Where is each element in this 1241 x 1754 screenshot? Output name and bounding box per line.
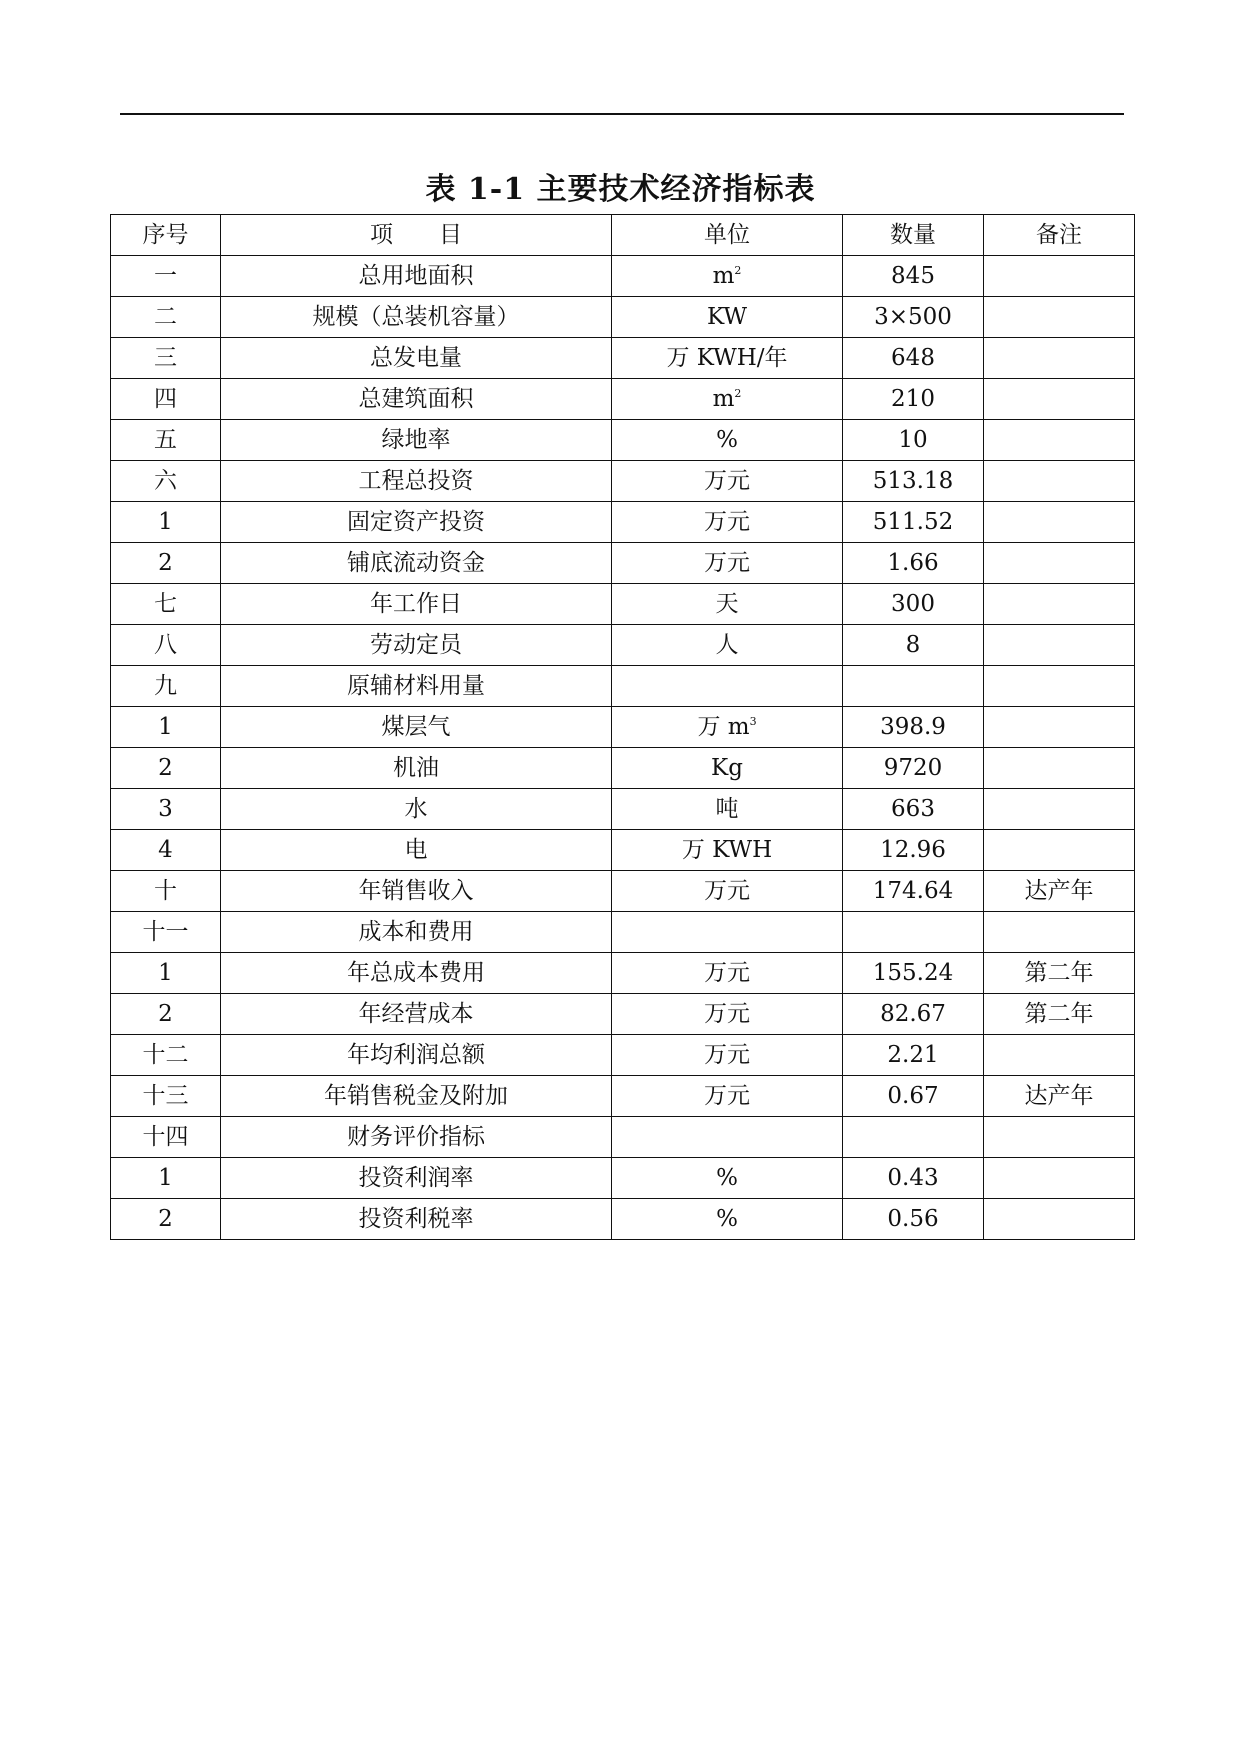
cell-index: 2 — [111, 994, 221, 1035]
cell-unit: 吨 — [612, 789, 843, 830]
cell-unit: % — [612, 1158, 843, 1199]
cell-index: 三 — [111, 338, 221, 379]
cell-quantity: 9720 — [843, 748, 984, 789]
cell-unit: 万元 — [612, 1035, 843, 1076]
cell-remark — [984, 830, 1135, 871]
cell-quantity: 210 — [843, 379, 984, 420]
cell-index: 一 — [111, 256, 221, 297]
table-row — [111, 994, 1135, 1035]
cell-unit: 万元 — [612, 994, 843, 1035]
cell-quantity — [843, 912, 984, 953]
cell-quantity: 0.56 — [843, 1199, 984, 1240]
cell-remark — [984, 1117, 1135, 1158]
cell-index: 十一 — [111, 912, 221, 953]
cell-unit: $m^2$ — [612, 256, 843, 297]
cell-remark — [984, 1199, 1135, 1240]
cell-unit: 天 — [612, 584, 843, 625]
cell-remark: 第二年 — [984, 994, 1135, 1035]
table-row — [111, 297, 1135, 338]
cell-remark — [984, 543, 1135, 584]
cell-remark: 第二年 — [984, 953, 1135, 994]
table-row — [111, 953, 1135, 994]
cell-index: 七 — [111, 584, 221, 625]
cell-unit: KW — [612, 297, 843, 338]
table-row — [111, 666, 1135, 707]
cell-quantity: 513.18 — [843, 461, 984, 502]
cell-quantity: 663 — [843, 789, 984, 830]
cell-remark — [984, 1035, 1135, 1076]
cell-quantity: 0.43 — [843, 1158, 984, 1199]
unit-exponent: 2 — [734, 264, 742, 277]
header-quantity: 数量 — [843, 215, 984, 256]
table-header — [111, 215, 1135, 256]
header-row — [111, 215, 1135, 256]
cell-remark — [984, 379, 1135, 420]
cell-unit — [612, 912, 843, 953]
cell-remark — [984, 666, 1135, 707]
cell-remark — [984, 338, 1135, 379]
cell-unit: Kg — [612, 748, 843, 789]
cell-index: 五 — [111, 420, 221, 461]
cell-item: 水 — [221, 789, 612, 830]
cell-item: 电 — [221, 830, 612, 871]
cell-remark — [984, 625, 1135, 666]
table-row — [111, 789, 1135, 830]
cell-item: 投资利润率 — [221, 1158, 612, 1199]
table-row — [111, 707, 1135, 748]
cell-unit: 万元 — [612, 953, 843, 994]
cell-remark: 达产年 — [984, 1076, 1135, 1117]
cell-unit: $m^2$ — [612, 379, 843, 420]
cell-index: 十二 — [111, 1035, 221, 1076]
cell-remark — [984, 502, 1135, 543]
cell-item: 劳动定员 — [221, 625, 612, 666]
cell-item: 年工作日 — [221, 584, 612, 625]
cell-unit — [612, 666, 843, 707]
cell-index: 2 — [111, 543, 221, 584]
cell-item: 财务评价指标 — [221, 1117, 612, 1158]
header-item: 项 目 — [221, 215, 612, 256]
cell-quantity: 3×500 — [843, 297, 984, 338]
cell-quantity — [843, 1117, 984, 1158]
table-body — [111, 256, 1135, 1240]
unit-exponent: 3 — [749, 715, 757, 728]
table-row — [111, 1158, 1135, 1199]
table-row — [111, 379, 1135, 420]
cell-remark — [984, 912, 1135, 953]
indicators-table — [110, 214, 1135, 1240]
cell-item: 年均利润总额 — [221, 1035, 612, 1076]
cell-index: 1 — [111, 953, 221, 994]
cell-quantity: 648 — [843, 338, 984, 379]
cell-remark — [984, 584, 1135, 625]
cell-index: 九 — [111, 666, 221, 707]
cell-item: 成本和费用 — [221, 912, 612, 953]
cell-remark — [984, 256, 1135, 297]
cell-quantity: 2.21 — [843, 1035, 984, 1076]
cell-item: 投资利税率 — [221, 1199, 612, 1240]
cell-unit: 万元 — [612, 543, 843, 584]
table-title: 表 1-1 主要技术经济指标表 — [425, 172, 816, 207]
cell-item: 总建筑面积 — [221, 379, 612, 420]
header-unit: 单位 — [612, 215, 843, 256]
cell-remark: 达产年 — [984, 871, 1135, 912]
cell-remark — [984, 748, 1135, 789]
table-row — [111, 1035, 1135, 1076]
table-row — [111, 912, 1135, 953]
cell-unit: 万 KWH/年 — [612, 338, 843, 379]
table-row — [111, 830, 1135, 871]
cell-index: 1 — [111, 707, 221, 748]
cell-quantity: 10 — [843, 420, 984, 461]
cell-index: 4 — [111, 830, 221, 871]
cell-index: 3 — [111, 789, 221, 830]
cell-item: 煤层气 — [221, 707, 612, 748]
table-row — [111, 1199, 1135, 1240]
cell-quantity: 82.67 — [843, 994, 984, 1035]
cell-item: 年销售税金及附加 — [221, 1076, 612, 1117]
cell-quantity: 845 — [843, 256, 984, 297]
cell-item: 铺底流动资金 — [221, 543, 612, 584]
table-row — [111, 871, 1135, 912]
table-row — [111, 461, 1135, 502]
cell-unit: 万元 — [612, 1076, 843, 1117]
cell-item: 原辅材料用量 — [221, 666, 612, 707]
table-row — [111, 748, 1135, 789]
cell-item: 年总成本费用 — [221, 953, 612, 994]
cell-quantity: 300 — [843, 584, 984, 625]
cell-index: 四 — [111, 379, 221, 420]
header-rule — [120, 113, 1124, 115]
cell-quantity: 1.66 — [843, 543, 984, 584]
cell-quantity: 511.52 — [843, 502, 984, 543]
cell-index: 二 — [111, 297, 221, 338]
cell-item: 年销售收入 — [221, 871, 612, 912]
cell-index: 2 — [111, 748, 221, 789]
table-row — [111, 338, 1135, 379]
cell-unit — [612, 1117, 843, 1158]
cell-item: 绿地率 — [221, 420, 612, 461]
table-row — [111, 625, 1135, 666]
cell-quantity: 398.9 — [843, 707, 984, 748]
cell-item: 总用地面积 — [221, 256, 612, 297]
cell-index: 十 — [111, 871, 221, 912]
cell-unit: % — [612, 420, 843, 461]
cell-quantity — [843, 666, 984, 707]
cell-unit: 人 — [612, 625, 843, 666]
table-row — [111, 1076, 1135, 1117]
cell-item: 固定资产投资 — [221, 502, 612, 543]
unit-exponent: 2 — [734, 387, 742, 400]
cell-remark — [984, 461, 1135, 502]
cell-index: 1 — [111, 502, 221, 543]
cell-index: 2 — [111, 1199, 221, 1240]
table-row — [111, 584, 1135, 625]
cell-item: 规模（总装机容量） — [221, 297, 612, 338]
cell-remark — [984, 1158, 1135, 1199]
cell-quantity: 12.96 — [843, 830, 984, 871]
cell-item: 工程总投资 — [221, 461, 612, 502]
cell-quantity: 8 — [843, 625, 984, 666]
cell-remark — [984, 789, 1135, 830]
table-row — [111, 502, 1135, 543]
cell-item: 年经营成本 — [221, 994, 612, 1035]
cell-remark — [984, 420, 1135, 461]
cell-index: 十三 — [111, 1076, 221, 1117]
cell-quantity: 0.67 — [843, 1076, 984, 1117]
table-row — [111, 256, 1135, 297]
cell-unit: 万元 — [612, 502, 843, 543]
cell-unit: 万元 — [612, 871, 843, 912]
table-row — [111, 1117, 1135, 1158]
cell-unit: 万 $m^3$ — [612, 707, 843, 748]
cell-unit: 万 KWH — [612, 830, 843, 871]
cell-index: 八 — [111, 625, 221, 666]
cell-unit: 万元 — [612, 461, 843, 502]
table-row — [111, 543, 1135, 584]
cell-item: 总发电量 — [221, 338, 612, 379]
cell-index: 十四 — [111, 1117, 221, 1158]
cell-unit: % — [612, 1199, 843, 1240]
header-remark: 备注 — [984, 215, 1135, 256]
table-row — [111, 420, 1135, 461]
cell-index: 六 — [111, 461, 221, 502]
header-index: 序号 — [111, 215, 221, 256]
cell-index: 1 — [111, 1158, 221, 1199]
cell-quantity: 155.24 — [843, 953, 984, 994]
cell-remark — [984, 707, 1135, 748]
cell-item: 机油 — [221, 748, 612, 789]
cell-remark — [984, 297, 1135, 338]
cell-quantity: 174.64 — [843, 871, 984, 912]
